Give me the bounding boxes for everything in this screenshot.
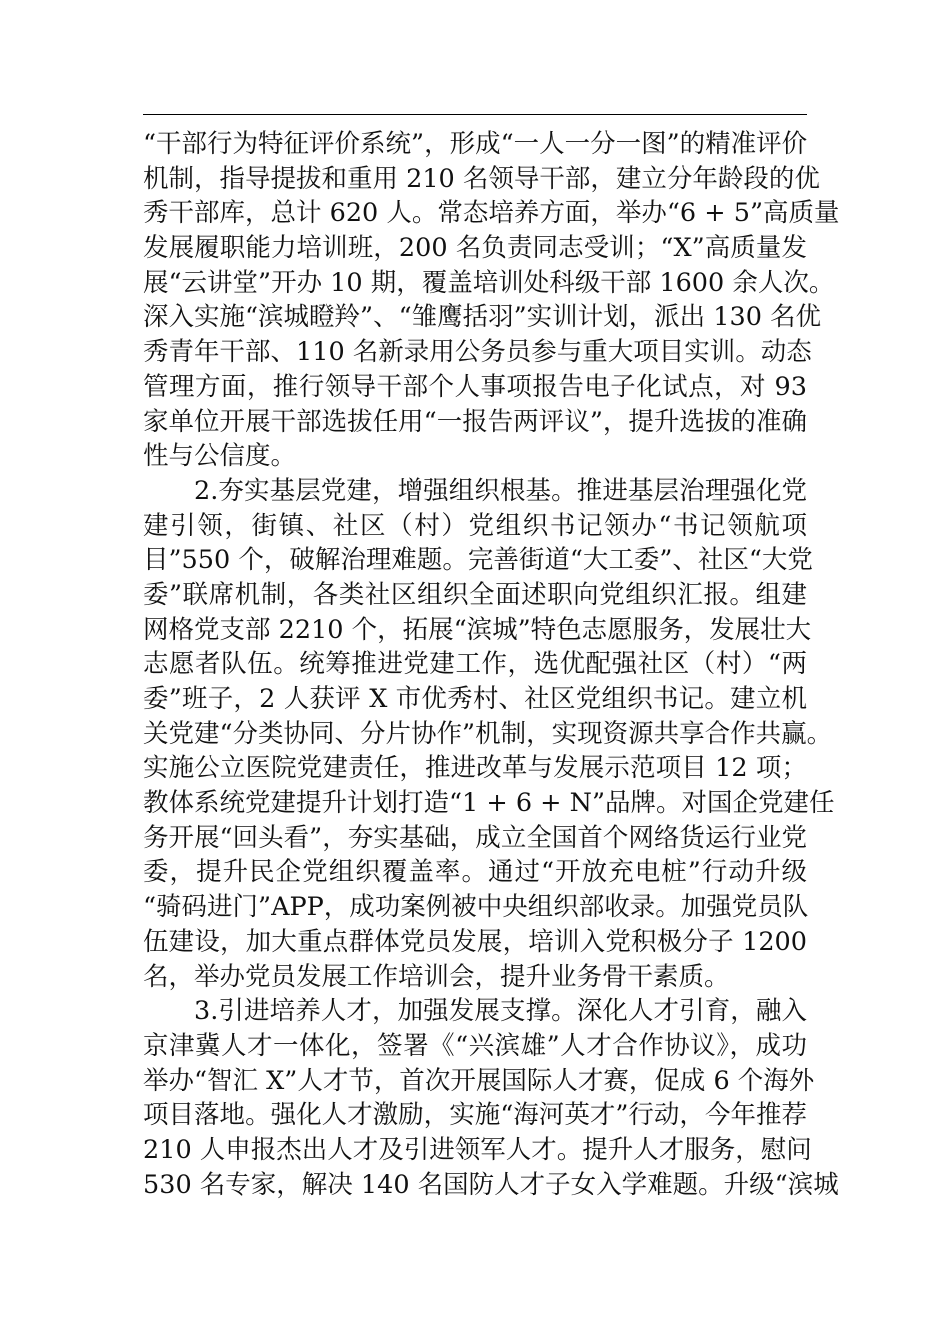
text-line: “骑码进门”APP，成功案例被中央组织部收录。加强党员队: [143, 892, 809, 923]
text-line: 举办“智汇 X”人才节，首次开展国际人才赛，促成 6 个海外: [143, 1065, 815, 1096]
text-line: 名，举办党员发展工作培训会，提升业务骨干素质。: [143, 961, 730, 992]
text-line: 发展履职能力培训班，200 名负责同志受训；“X”高质量发: [143, 233, 807, 264]
text-line: 建引领，街镇、社区（村）党组织书记领办“书记领航项: [143, 510, 807, 541]
text-line: 委”联席机制，各类社区组织全面述职向党组织汇报。组建: [143, 579, 807, 610]
text-line: 性与公信度。: [143, 441, 297, 472]
text-line: 管理方面，推行领导干部个人事项报告电子化试点，对 93: [143, 371, 807, 402]
text-line: 机制，指导提拔和重用 210 名领导干部，建立分年龄段的优: [143, 163, 820, 194]
text-line: 秀青年干部、110 名新录用公务员参与重大项目实训。动态: [143, 337, 812, 368]
text-line: “干部行为特征评价系统”，形成“一人一分一图”的精准评价: [143, 129, 808, 159]
text-line: 京津冀人才一体化，签署《“兴滨雄”人才合作协议》，成功: [143, 1030, 807, 1061]
text-line: 务开展“回头看”，夯实基础，成立全国首个网络货运行业党: [143, 822, 807, 853]
text-line: 家单位开展干部选拔任用“一报告两评议”，提升选拔的准确: [143, 406, 807, 437]
header-rule: [143, 114, 807, 115]
text-line: 教体系统党建提升计划打造“1 + 6 + N”品牌。对国企党建任: [143, 788, 835, 819]
text-line: 530 名专家，解决 140 名国防人才子女入学难题。升级“滨城: [143, 1169, 839, 1200]
text-line: 秀干部库，总计 620 人。常态培养方面，举办“6 + 5”高质量: [143, 198, 840, 229]
text-line: 目”550 个，破解治理难题。完善街道“大工委”、社区“大党: [143, 545, 813, 576]
section-heading-line: 2.夯实基层党建，增强组织根基。推进基层治理强化党: [194, 475, 807, 506]
text-line: 关党建“分类协同、分片协作”机制，实现资源共享合作共赢。: [143, 718, 833, 749]
text-line: 项目落地。强化人才激励，实施“海河英才”行动，今年推荐: [143, 1100, 807, 1131]
document-body: [143, 127, 840, 1202]
text-line: 志愿者队伍。统筹推进党建工作，选优配强社区（村）“两: [143, 649, 807, 680]
text-line: 伍建设，加大重点群体党员发展，培训入党积极分子 1200: [143, 926, 807, 957]
section-heading-line: 3.引进培养人才，加强发展支撑。深化人才引育，融入: [194, 996, 807, 1027]
text-line: 展“云讲堂”开办 10 期，覆盖培训处科级干部 1600 余人次。: [143, 267, 835, 298]
text-line: 实施公立医院党建责任，推进改革与发展示范项目 12 项；: [143, 753, 807, 784]
text-line: 深入实施“滨城瞪羚”、“雏鹰括羽”实训计划，派出 130 名优: [143, 302, 822, 333]
text-line: 委，提升民企党组织覆盖率。通过“开放充电桩”行动升级: [143, 857, 807, 888]
text-line: 网格党支部 2210 个，拓展“滨城”特色志愿服务，发展壮大: [143, 614, 812, 645]
text-line: 委”班子，2 人获评 X 市优秀村、社区党组织书记。建立机: [143, 684, 807, 714]
text-line: 210 人申报杰出人才及引进领军人才。提升人才服务，慰问: [143, 1134, 812, 1165]
